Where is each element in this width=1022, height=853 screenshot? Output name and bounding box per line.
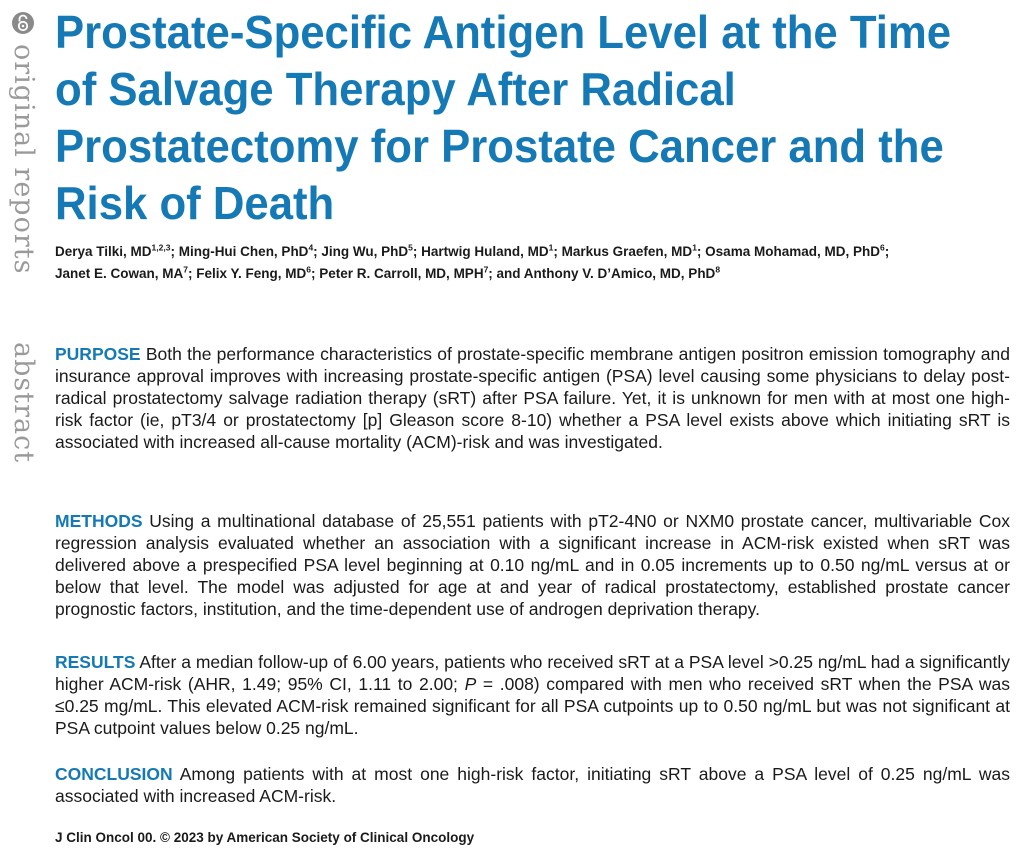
author-list bbox=[55, 241, 1015, 285]
author bbox=[421, 244, 561, 259]
author-separator: ; bbox=[412, 244, 422, 259]
author-affiliation: 8 bbox=[715, 264, 721, 275]
article-title: Prostate-Specific Antigen Level at the Time of Salvage Therapy After Radical Prostatectomy for Prostate Cancer and the Risk of Death bbox=[55, 6, 952, 229]
author-separator: ; bbox=[696, 244, 706, 259]
author bbox=[562, 244, 706, 259]
abstract-methods bbox=[55, 510, 1010, 620]
author-separator: ; and bbox=[488, 266, 524, 281]
author-separator: ; bbox=[311, 266, 320, 281]
conclusion-text: Among patients with at most one high-risk factor, initiating sRT above a PSA level of 0.25 ng/mL was associated with increased ACM-risk. bbox=[55, 764, 1010, 806]
author bbox=[705, 244, 889, 259]
abstract-results bbox=[55, 651, 1010, 739]
p-value-label: P bbox=[464, 674, 477, 694]
author-affiliation: 7 bbox=[483, 264, 489, 275]
author-affiliation: 4 bbox=[308, 242, 314, 253]
author bbox=[321, 244, 421, 259]
author-name: Peter R. Carroll, MD, MPH bbox=[319, 266, 484, 281]
open-access-icon bbox=[12, 12, 34, 34]
author bbox=[319, 266, 524, 281]
author-affiliation: 7 bbox=[183, 264, 189, 275]
purpose-text: Both the performance characteristics of prostate-specific membrane antigen positron emission tomography and insurance approval improves with increasing prostate-specific antigen (PSA) level causing some physicians to delay post-radical prostatectomy salvage radiation therapy (sRT) after PSA failure. Yet, it is unknown for men with at most one high-risk factor (ie, pT3/4 or prostatectomy [p] Gleason score 8-10) whether a PSA level exists above which initiating sRT is associated with increased all-cause mortality (ACM)-risk and was investigated. bbox=[55, 344, 1010, 452]
abstract-purpose bbox=[55, 343, 1010, 453]
author-separator: ; bbox=[188, 266, 197, 281]
author bbox=[55, 266, 196, 281]
author bbox=[55, 244, 179, 259]
side-margin bbox=[0, 0, 48, 853]
abstract-conclusion bbox=[55, 763, 1010, 807]
author-name: Ming-Hui Chen, PhD bbox=[178, 244, 309, 259]
author-affiliation: 6 bbox=[879, 242, 885, 253]
purpose-heading: PURPOSE bbox=[55, 344, 141, 364]
author-separator: ; bbox=[170, 244, 179, 259]
author-affiliation: 1 bbox=[692, 242, 697, 253]
author-name: Markus Graefen, MD bbox=[561, 244, 693, 259]
author-affiliation: 1,2,3 bbox=[151, 242, 171, 253]
author-affiliation: 6 bbox=[306, 264, 312, 275]
section-label-abstract: abstract bbox=[8, 342, 39, 464]
author-name: Hartwig Huland, MD bbox=[421, 244, 549, 259]
author bbox=[179, 244, 322, 259]
author bbox=[524, 266, 720, 281]
section-label-original-reports: original reports bbox=[8, 44, 39, 275]
author bbox=[196, 266, 319, 281]
author-separator: ; bbox=[884, 244, 890, 259]
citation-footer: J Clin Oncol 00. © 2023 by American Society of Clinical Oncology bbox=[55, 830, 475, 845]
author-affiliation: 5 bbox=[408, 242, 413, 253]
results-text-b: = .008) compared with men who received sRT when the PSA was ≤0.25 mg/mL. This elevated ACM-risk remained significant for all PSA cutpoints up to 0.50 ng/mL but was not significant at PSA cutpoint values below 0.25 ng/mL. bbox=[55, 674, 1010, 738]
author-separator: ; bbox=[553, 244, 562, 259]
conclusion-heading: CONCLUSION bbox=[55, 764, 173, 784]
author-affiliation: 1 bbox=[548, 242, 554, 253]
author-name: Jing Wu, PhD bbox=[321, 244, 409, 259]
author-name: Janet E. Cowan, MA bbox=[55, 266, 184, 281]
author-name: Anthony V. D’Amico, MD, PhD bbox=[523, 266, 716, 281]
results-text-a: After a median follow-up of 6.00 years, patients who received sRT at a PSA level >0.25 ng/mL had a significantly higher ACM-risk (AHR, 1.49; 95% CI, 1.11 to 2.00; bbox=[55, 652, 1010, 694]
author-name: Osama Mohamad, MD, PhD bbox=[705, 244, 880, 259]
methods-heading: METHODS bbox=[55, 511, 143, 531]
author-name: Derya Tilki, MD bbox=[55, 244, 152, 259]
author-separator: ; bbox=[313, 244, 322, 259]
methods-text: Using a multinational database of 25,551 patients with pT2-4N0 or NXM0 prostate cancer, multivariable Cox regression analysis evaluated whether an association with a significant increase in ACM-risk existed when sRT was delivered above a prespecified PSA level beginning at 0.10 ng/mL and in 0.05 increments up to 0.50 ng/mL versus at or below that level. The model was adjusted for age at and year of radical prostatectomy, established prostate cancer prognostic factors, institution, and the time-dependent use of androgen deprivation therapy. bbox=[55, 511, 1010, 619]
author-name: Felix Y. Feng, MD bbox=[196, 266, 307, 281]
results-heading: RESULTS bbox=[55, 652, 136, 672]
